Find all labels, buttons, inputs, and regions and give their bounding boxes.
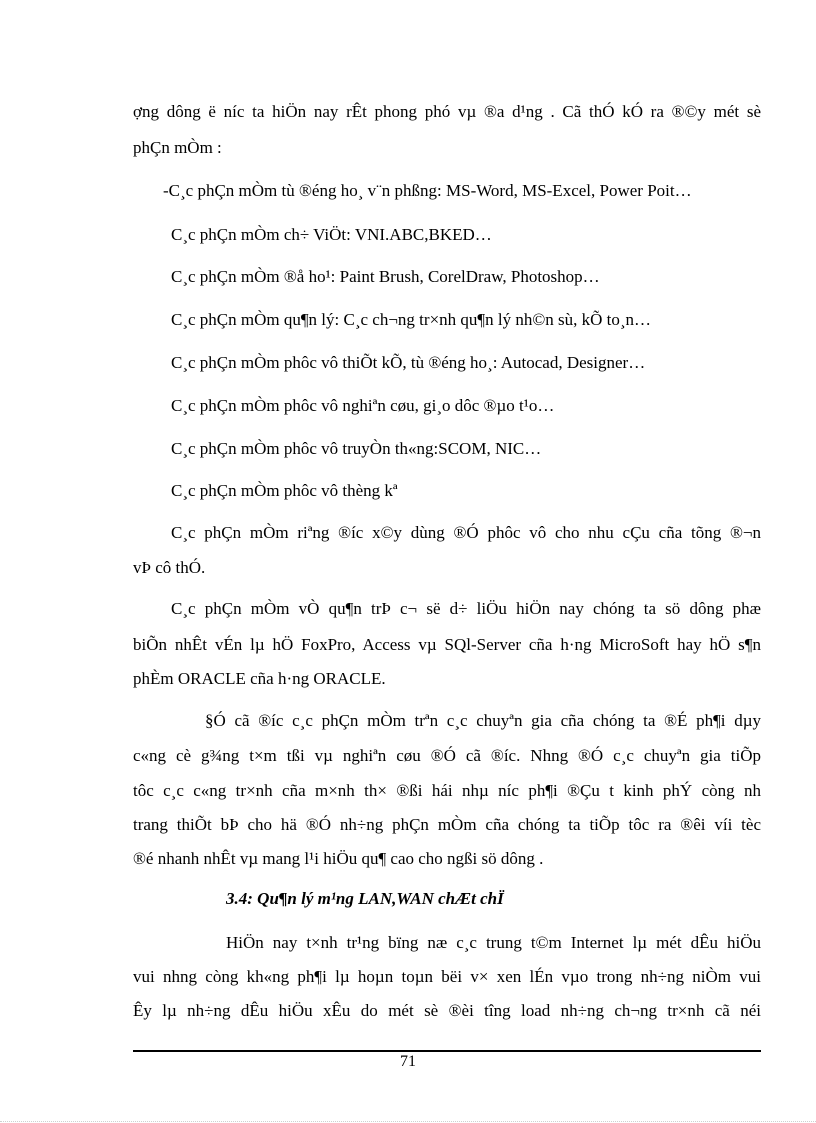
- page-number: 71: [400, 1053, 416, 1070]
- body-line: c«ng cè g¾ng t×m tßi vµ nghiªn cøu ®Ó cã ®íc. Nhng ®Ó c¸c chuyªn gia tiÕp: [133, 746, 761, 765]
- body-line: trang thiÕt bÞ cho hä ®Ó nh÷ng phÇn mÒm cña chóng ta tiÕp tôc ra ®êi víi tèc: [133, 815, 761, 834]
- list-item: C¸c phÇn mÒm ®å ho¹: Paint Brush, CorelDraw, Photoshop…: [171, 267, 600, 286]
- list-item: C¸c phÇn mÒm phôc vô thiÕt kÕ, tù ®éng ho¸: Autocad, Designer…: [171, 353, 646, 372]
- body-line: tôc c¸c c«ng tr×nh cña m×nh th× ®ßi hái nhµ níc ph¶i ®Çu t kinh phÝ còng nh: [133, 781, 761, 800]
- body-line: ợng dông ë níc ta hiÖn nay rÊt phong phó vµ ®a d¹ng . Cã thÓ kÓ ra ®©y mét sè: [133, 102, 761, 121]
- body-line: HiÖn nay t×nh tr¹ng bïng næ c¸c trung t©m Internet lµ mét dÊu hiÖu: [226, 933, 761, 952]
- list-item: C¸c phÇn mÒm phôc vô thèng kª: [171, 481, 398, 500]
- body-line: C¸c phÇn mÒm riªng ®íc x©y dùng ®Ó phôc vô cho nhu cÇu cña tõng ®¬n: [171, 523, 761, 542]
- body-line: vÞ cô thÓ.: [133, 558, 206, 577]
- list-item: C¸c phÇn mÒm ch÷ ViÖt: VNI.ABC,BKED…: [171, 225, 492, 244]
- list-item: C¸c phÇn mÒm phôc vô truyÒn th«ng:SCOM, NIC…: [171, 439, 542, 458]
- body-line: §Ó cã ®íc c¸c phÇn mÒm trªn c¸c chuyªn gia cña chóng ta ®É ph¶i dµy: [205, 711, 761, 730]
- body-line: Êy lµ nh÷ng dÊu hiÖu xÊu do mét sè ®èi tîng load nh÷ng ch¬ng tr×nh cã néi: [133, 1001, 761, 1020]
- list-item: -C¸c phÇn mÒm tù ®éng ho¸ v¨n phßng: MS-Word, MS-Excel, Power Poit…: [163, 181, 692, 200]
- body-line: vui nhng còng kh«ng ph¶i lµ hoµn toµn bëi v× xen lÉn vµo trong nh÷ng niÒm vui: [133, 967, 761, 986]
- section-heading: 3.4: Qu¶n lý m¹ng LAN,WAN chÆt chÏ: [226, 889, 504, 908]
- body-line: ®é nhanh nhÊt vµ mang l¹i hiÖu qu¶ cao cho ngßi sö dông .: [133, 849, 544, 868]
- list-item: C¸c phÇn mÒm qu¶n lý: C¸c ch¬ng tr×nh qu¶n lý nh©n sù, kÕ to¸n…: [171, 310, 652, 329]
- list-item: C¸c phÇn mÒm phôc vô nghiªn cøu, gi¸o dôc ®µo t¹o…: [171, 396, 555, 415]
- body-line: biÕn nhÊt vÉn lµ hÖ FoxPro, Access vµ SQl-Server cña h·ng MicroSoft hay hÖ s¶n: [133, 635, 761, 654]
- page-edge-divider: [0, 1121, 816, 1122]
- body-line: phÇn mÒm :: [133, 138, 222, 157]
- body-line: C¸c phÇn mÒm vÒ qu¶n trÞ c¬ së d÷ liÖu hiÖn nay chóng ta sö dông phæ: [171, 599, 761, 618]
- body-line: phÈm ORACLE cña h·ng ORACLE.: [133, 669, 386, 688]
